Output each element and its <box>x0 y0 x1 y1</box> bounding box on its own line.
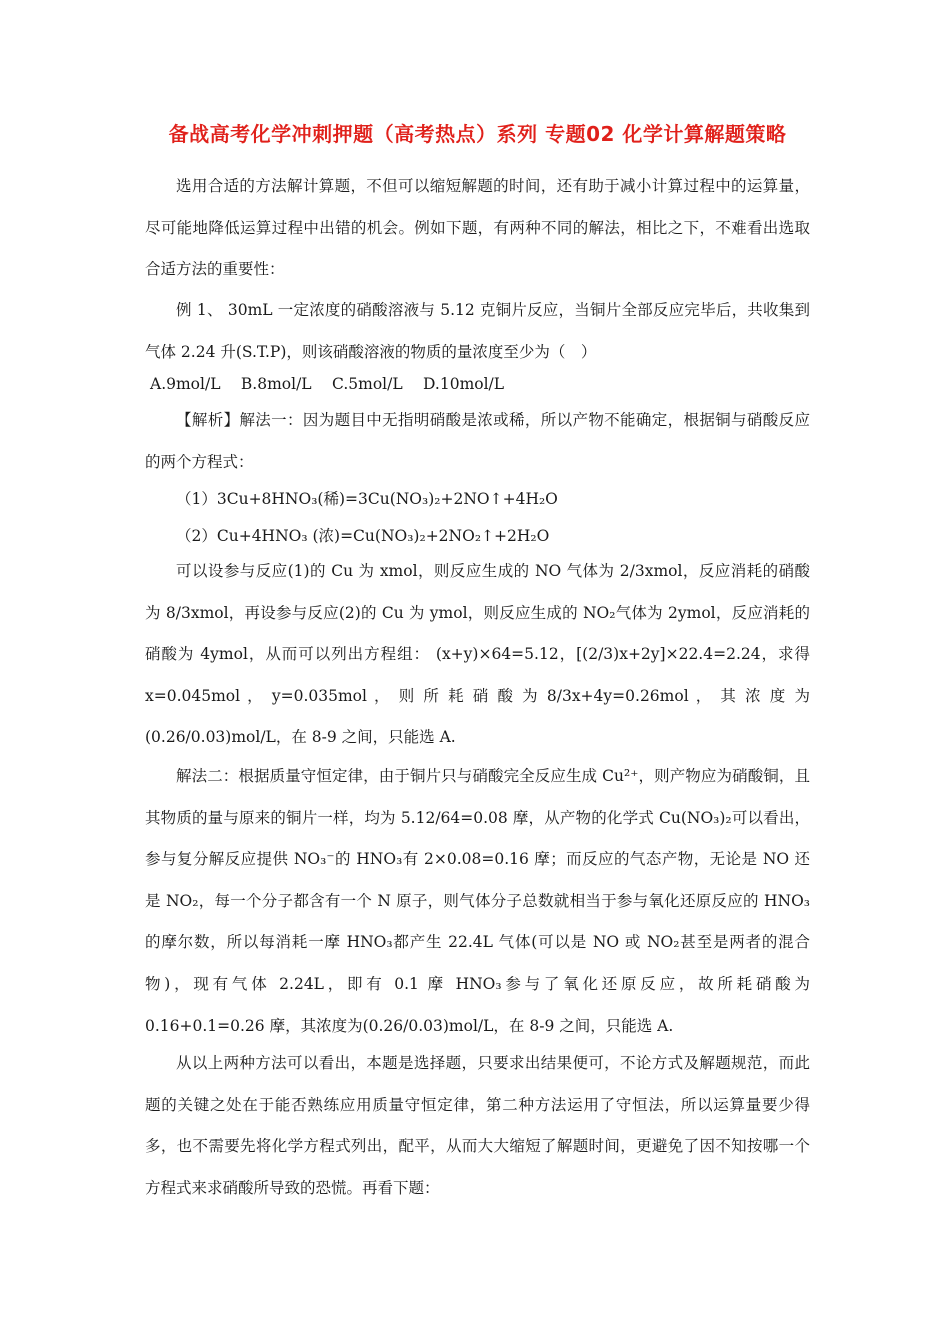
analysis-paragraph <box>145 400 810 483</box>
example-1-question: 例 1、 30mL 一定浓度的硝酸溶液与 5.12 克铜片反应，当铜片全部反应完毕后，共收集到气体 2.24 升(S.T.P)，则该硝酸溶液的物质的量浓度至少为（ ） <box>145 301 810 361</box>
method-2-paragraph: 解法二：根据质量守恒定律，由于铜片只与硝酸完全反应生成 Cu²⁺，则产物应为硝酸铜，且其物质的量与原来的铜片一样，均为 5.12/64=0.08 摩，从产物的化学式 Cu(NO₃)₂可以看出，参与复分解反应提供 NO₃⁻的 HNO₃有 2×0.08=0.16 摩；而反应的气态产物，无论是 NO 还是 NO₂，每一个分子都含有一个 N 原子，则气体分子总数就相当于参与氧化还原反应的 HNO₃的摩尔数，所以每消耗一摩 HNO₃都产生 22.4L 气体(可以是 NO 或 NO₂甚至是两者的混合物)，现有气体 2.24L，即有 0.1 摩 HNO₃参与了氧化还原反应，故所耗硝酸为 0.16+0.1=0.26 摩，其浓度为(0.26/0.03)mol/L，在 8-9 之间，只能选 A. <box>145 767 810 1035</box>
answer-options: A.9mol/L B.8mol/L C.5mol/L D.10mol/L <box>150 375 505 393</box>
equation-2: （2）Cu+4HNO₃ (浓)=Cu(NO₃)₂+2NO₂↑+2H₂O <box>176 527 550 545</box>
conclusion-paragraph: 从以上两种方法可以看出，本题是选择题，只要求出结果便可，不论方式及解题规范，而此题的关键之处在于能否熟练应用质量守恒定律，第二种方法运用了守恒法，所以运算量要少得多，也不需要先将化学方程式列出，配平，从而大大缩短了解题时间，更避免了因不知按哪一个方程式来求硝酸所导致的恐慌。再看下题： <box>145 1054 810 1197</box>
intro-paragraph: 选用合适的方法解计算题，不但可以缩短解题的时间，还有助于减小计算过程中的运算量，尽可能地降低运算过程中出错的机会。例如下题，有两种不同的解法，相比之下，不难看出选取合适方法的重要性： <box>145 177 810 279</box>
analysis-intro: 解法一：因为题目中无指明硝酸是浓或稀，所以产物不能确定，根据铜与硝酸反应的两个方程式： <box>145 411 810 471</box>
analysis-label: 【解析】 <box>176 411 240 429</box>
document-title: 备战高考化学冲刺押题（高考热点）系列 专题02 化学计算解题策略 <box>168 122 787 146</box>
equation-1: （1）3Cu+8HNO₃(稀)=3Cu(NO₃)₂+2NO↑+4H₂O <box>176 490 558 508</box>
method-1-paragraph: 可以设参与反应(1)的 Cu 为 xmol，则反应生成的 NO 气体为 2/3xmol，反应消耗的硝酸为 8/3xmol，再设参与反应(2)的 Cu 为 ymol，则反应生成的 NO₂气体为 2ymol，反应消耗的硝酸为 4ymol，从而可以列出方程组： (x+y)×64=5.12，[(2/3)x+2y]×22.4=2.24，求得 x=0.045mol ， y=0.035mol ， 则 所 耗 硝 酸 为 8/3x+4y=0.26mol ， 其 浓 度 为 (0.26/0.03)mol/L，在 8-9 之间，只能选 A. <box>145 562 810 747</box>
